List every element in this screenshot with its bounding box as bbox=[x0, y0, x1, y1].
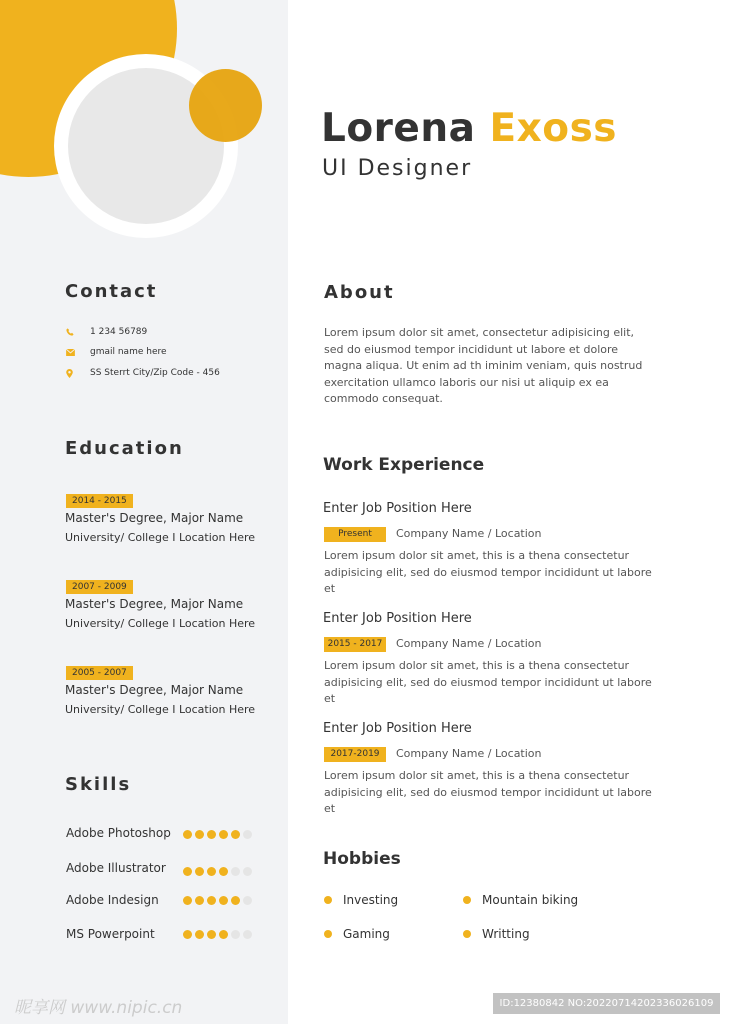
job-position: Enter Job Position Here bbox=[323, 501, 472, 516]
skill-dot-filled bbox=[207, 896, 216, 905]
job-position: Enter Job Position Here bbox=[323, 611, 472, 626]
skill-dot-filled bbox=[207, 930, 216, 939]
education-school: University/ College I Location Here bbox=[65, 703, 256, 716]
education-degree: Master's Degree, Major Name bbox=[65, 683, 244, 697]
skill-dot-filled bbox=[219, 930, 228, 939]
location-pin-icon bbox=[66, 369, 90, 378]
skill-dot-filled bbox=[183, 896, 192, 905]
contact-address-text: SS Sterrt City/Zip Code - 456 bbox=[90, 368, 220, 378]
about-heading: About bbox=[324, 282, 395, 303]
skill-name: Adobe Illustrator bbox=[66, 861, 166, 875]
hobby-item bbox=[463, 927, 530, 941]
skill-dot-empty bbox=[231, 867, 240, 876]
skills-heading: Skills bbox=[65, 774, 132, 795]
hobby-item bbox=[463, 893, 578, 907]
hobby-label: Mountain biking bbox=[482, 893, 579, 907]
education-item bbox=[66, 660, 133, 680]
contact-phone bbox=[66, 327, 147, 337]
education-years-badge: 2014 - 2015 bbox=[66, 494, 133, 508]
job-position: Enter Job Position Here bbox=[323, 721, 472, 736]
skill-dot-empty bbox=[231, 930, 240, 939]
skill-dot-empty bbox=[243, 896, 252, 905]
education-school: University/ College I Location Here bbox=[65, 617, 256, 630]
hobbies-heading: Hobbies bbox=[323, 849, 401, 869]
job-period-badge: 2015 - 2017 bbox=[324, 637, 386, 652]
sidebar bbox=[0, 0, 288, 1024]
education-heading: Education bbox=[65, 438, 184, 459]
contact-address bbox=[66, 368, 220, 378]
hobby-label: Writting bbox=[482, 927, 530, 941]
contact-heading: Contact bbox=[65, 281, 158, 302]
job-title: UI Designer bbox=[322, 156, 473, 181]
skill-name: MS Powerpoint bbox=[66, 927, 155, 941]
skill-dot-filled bbox=[183, 830, 192, 839]
bullet-icon bbox=[463, 896, 471, 904]
skill-rating bbox=[183, 830, 252, 839]
job-company: Company Name / Location bbox=[396, 527, 542, 540]
skill-dot-filled bbox=[195, 896, 204, 905]
skill-name: Adobe Photoshop bbox=[66, 826, 171, 840]
about-text: Lorem ipsum dolor sit amet, consectetur adipisicing elit, sed do eiusmod tempor incididunt ut labore et dolore magna aliqua. Ut enim ad th iminim veniam, quis nostrud exercitation ullamco laboris our nisi ut aliquip ex ea commodo consequat. bbox=[324, 326, 643, 406]
skill-dot-filled bbox=[219, 830, 228, 839]
bullet-icon bbox=[324, 896, 332, 904]
job-company: Company Name / Location bbox=[396, 637, 542, 650]
first-name: Lorena bbox=[321, 106, 476, 151]
bullet-icon bbox=[324, 930, 332, 938]
skill-dot-filled bbox=[195, 867, 204, 876]
hobby-label: Gaming bbox=[343, 927, 390, 941]
education-years-badge: 2005 - 2007 bbox=[66, 666, 133, 680]
skill-dot-empty bbox=[243, 930, 252, 939]
education-years-badge: 2007 - 2009 bbox=[66, 580, 133, 594]
skill-dot-filled bbox=[231, 830, 240, 839]
skill-dot-filled bbox=[183, 867, 192, 876]
contact-phone-text: 1 234 56789 bbox=[90, 327, 148, 337]
hobby-item bbox=[324, 893, 398, 907]
skill-dot-filled bbox=[231, 896, 240, 905]
job-description: Lorem ipsum dolor sit amet, this is a thena consectetur adipisicing elit, sed do eiusmod tempor incididunt ut labore et bbox=[324, 659, 652, 706]
phone-icon bbox=[66, 328, 90, 336]
contact-email bbox=[66, 347, 167, 357]
job-period-badge: Present bbox=[324, 527, 386, 542]
education-item bbox=[66, 574, 133, 594]
skill-dot-filled bbox=[219, 867, 228, 876]
skill-rating bbox=[183, 930, 252, 939]
job-period-badge: 2017-2019 bbox=[324, 747, 386, 762]
skill-dot-filled bbox=[183, 930, 192, 939]
skill-dot-empty bbox=[243, 867, 252, 876]
skill-name: Adobe Indesign bbox=[66, 893, 159, 907]
skill-dot-filled bbox=[207, 830, 216, 839]
watermark-logo: 昵享网 www.nipic.cn bbox=[14, 998, 183, 1018]
education-item bbox=[66, 488, 133, 508]
job-description: Lorem ipsum dolor sit amet, this is a thena consectetur adipisicing elit, sed do eiusmod tempor incididunt ut labore et bbox=[324, 769, 652, 816]
hobby-label: Investing bbox=[343, 893, 399, 907]
contact-email-text: gmail name here bbox=[90, 347, 167, 357]
mail-icon bbox=[66, 349, 90, 356]
bullet-icon bbox=[463, 930, 471, 938]
hobby-item bbox=[324, 927, 390, 941]
job-company: Company Name / Location bbox=[396, 747, 542, 760]
education-degree: Master's Degree, Major Name bbox=[65, 511, 244, 525]
skill-dot-filled bbox=[219, 896, 228, 905]
skill-dot-filled bbox=[195, 930, 204, 939]
candidate-name bbox=[321, 106, 617, 151]
decorative-circle-small bbox=[189, 69, 262, 142]
watermark-id: ID:12380842 NO:20220714202336026109 bbox=[493, 993, 720, 1014]
skill-dot-filled bbox=[195, 830, 204, 839]
education-school: University/ College I Location Here bbox=[65, 531, 256, 544]
education-degree: Master's Degree, Major Name bbox=[65, 597, 244, 611]
skill-rating bbox=[183, 867, 252, 876]
skill-dot-filled bbox=[207, 867, 216, 876]
skill-dot-empty bbox=[243, 830, 252, 839]
job-description: Lorem ipsum dolor sit amet, this is a thena consectetur adipisicing elit, sed do eiusmod tempor incididunt ut labore et bbox=[324, 549, 652, 596]
skill-rating bbox=[183, 896, 252, 905]
last-name: Exoss bbox=[489, 106, 618, 151]
work-experience-heading: Work Experience bbox=[323, 455, 485, 475]
